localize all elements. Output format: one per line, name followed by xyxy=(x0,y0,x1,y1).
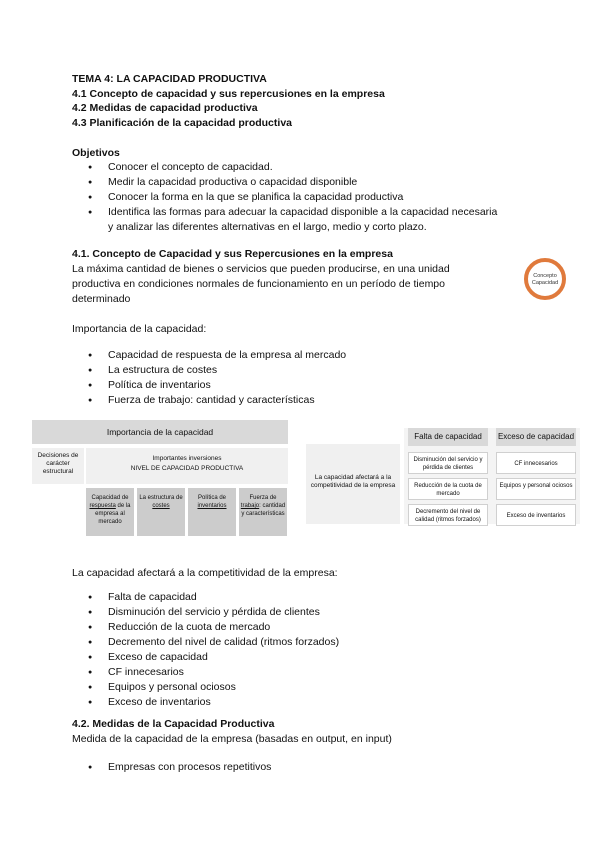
diagram1-title: Importancia de la capacidad xyxy=(32,420,288,444)
list-item-continuation xyxy=(88,220,497,235)
box-text: Fuerza de xyxy=(249,495,277,501)
list-item: ● Decremento del nivel de calidad (ritmos forzados) xyxy=(88,635,339,650)
box-text: Política de xyxy=(197,495,227,501)
diagram2-cell-falta-1: Disminución del servicio y pérdida de clientes xyxy=(408,452,488,474)
logo-text-1: Concepto xyxy=(533,273,557,279)
concepto-line-3: determinado xyxy=(72,293,131,305)
tema-title: TEMA 4: LA CAPACIDAD PRODUCTIVA xyxy=(72,73,267,85)
medidas-list xyxy=(88,760,271,775)
importancia-list xyxy=(88,348,346,408)
subtitle-4-2: 4.2 Medidas de capacidad productiva xyxy=(72,102,258,114)
section-4-1-heading: 4.1. Concepto de Capacidad y sus Repercusiones en la empresa xyxy=(72,248,393,260)
diagram1-nivel: NIVEL DE CAPACIDAD PRODUCTIVA xyxy=(130,465,244,472)
box-text: : cantidad y características xyxy=(241,503,286,517)
diagram2-cell-falta-3: Decremento del nivel de calidad (ritmos forzados) xyxy=(408,504,488,526)
diagram1-box-costes xyxy=(137,488,185,536)
list-item: ● CF innecesarios xyxy=(88,665,339,680)
diagram2-cell-falta-2: Reducción de la cuota de mercado xyxy=(408,478,488,500)
list-item: ● Fuerza de trabajo: cantidad y características xyxy=(88,393,346,408)
box-text-underlined: costes xyxy=(152,503,170,509)
list-item: ● Reducción de la cuota de mercado xyxy=(88,620,339,635)
diagram1-box-inventarios xyxy=(188,488,236,536)
list-item xyxy=(88,205,497,220)
box-text: Capacidad de xyxy=(91,495,129,501)
list-item: ● Capacidad de respuesta de la empresa al mercado xyxy=(88,348,346,363)
diagram1-inversiones: Importantes inversiones xyxy=(152,455,222,462)
competitividad-list xyxy=(88,590,339,710)
list-item-text: Identifica las formas para adecuar la capacidad disponible a la capacidad necesaria xyxy=(108,206,498,218)
list-item: ● Empresas con procesos repetitivos xyxy=(88,760,271,775)
diagram2-cell-exceso-1: CF innecesarios xyxy=(496,452,576,474)
medida-paragraph: Medida de la capacidad de la empresa (basadas en output, en input) xyxy=(72,733,392,745)
logo-text-2: Capacidad xyxy=(531,280,559,286)
list-item: ● Exceso de inventarios xyxy=(88,695,339,710)
box-text-underlined: trabajo xyxy=(240,503,260,509)
section-4-2-heading: 4.2. Medidas de la Capacidad Productiva xyxy=(72,718,275,730)
diagram1-left-box: Decisiones de carácter estructural xyxy=(32,448,84,484)
list-item: ● Exceso de capacidad xyxy=(88,650,339,665)
logo-ring-icon xyxy=(522,256,568,302)
subtitle-4-1: 4.1 Concepto de capacidad y sus repercusiones en la empresa xyxy=(72,88,385,100)
list-item: ● Conocer la forma en la que se planifica la capacidad productiva xyxy=(88,190,497,205)
box-text-underlined: respuesta xyxy=(89,503,116,509)
concepto-line-1: La máxima cantidad de bienes o servicios que pueden producirse, en una unidad xyxy=(72,263,450,275)
diagram2-cell-exceso-2: Equipos y personal ociosos xyxy=(496,478,576,500)
list-item: ● Política de inventarios xyxy=(88,378,346,393)
diagram1-box-trabajo xyxy=(239,488,287,536)
list-item: ● Disminución del servicio y pérdida de clientes xyxy=(88,605,339,620)
box-text-underlined: inventarios xyxy=(197,503,227,509)
competitividad-intro: La capacidad afectará a la competitividad de la empresa: xyxy=(72,567,338,579)
list-item: ● Medir la capacidad productiva o capacidad disponible xyxy=(88,175,497,190)
diagram2-left-box: La capacidad afectará a la competitividad de la empresa xyxy=(306,444,400,524)
list-item: ● Falta de capacidad xyxy=(88,590,339,605)
list-item: ● La estructura de costes xyxy=(88,363,346,378)
concepto-line-2: productiva en condiciones normales de funcionamiento en un período de tiempo xyxy=(72,278,445,290)
objetivos-list xyxy=(88,160,497,235)
box-text: de la empresa al mercado xyxy=(95,503,131,525)
diagram2-header-exceso: Exceso de capacidad xyxy=(496,428,576,446)
concepto-capacidad-logo xyxy=(522,256,568,302)
objetivos-heading: Objetivos xyxy=(72,147,120,159)
subtitle-4-3: 4.3 Planificación de la capacidad productiva xyxy=(72,117,292,129)
diagram2-header-falta: Falta de capacidad xyxy=(408,428,488,446)
importancia-heading: Importancia de la capacidad: xyxy=(72,323,207,335)
box-text: La estructura de xyxy=(139,495,183,501)
list-item-cont-text: y analizar las diferentes alternativas en el largo, medio y corto plazo. xyxy=(108,221,427,233)
diagram2-cell-exceso-3: Exceso de inventarios xyxy=(496,504,576,526)
diagram1-box-respuesta xyxy=(86,488,134,536)
list-item: ● Equipos y personal ociosos xyxy=(88,680,339,695)
list-item: ● Conocer el concepto de capacidad. xyxy=(88,160,497,175)
